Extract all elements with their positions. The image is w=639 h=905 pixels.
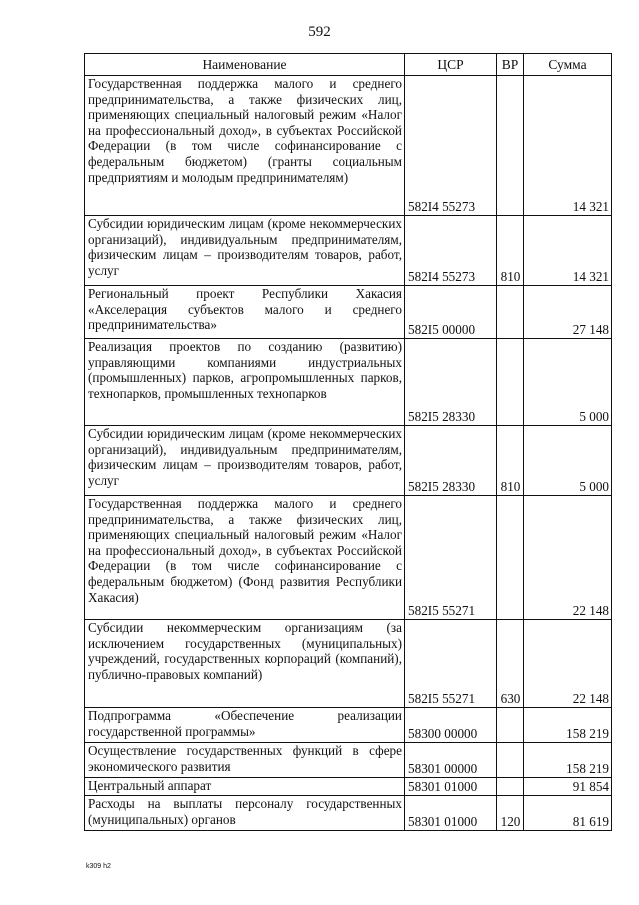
row-sum: 5 000 bbox=[524, 426, 612, 496]
table-row bbox=[85, 286, 612, 339]
row-sum: 91 854 bbox=[524, 778, 612, 796]
table-row bbox=[85, 426, 612, 496]
row-name: Субсидии юридическим лицам (кроме некоммерческих организаций), индивидуальным предпринимателям, физическим лицам – производителям товаров, работ, услуг bbox=[85, 426, 405, 496]
row-vr bbox=[497, 339, 524, 426]
row-name: Региональный проект Республики Хакасия «Акселерация субъектов малого и среднего предпринимательства» bbox=[85, 286, 405, 339]
row-name: Расходы на выплаты персоналу государственных (муниципальных) органов bbox=[85, 796, 405, 831]
table-row bbox=[85, 496, 612, 620]
table-row bbox=[85, 76, 612, 216]
row-sum: 22 148 bbox=[524, 620, 612, 708]
table-row bbox=[85, 339, 612, 426]
row-csr: 582I5 28330 bbox=[405, 426, 497, 496]
page-number: 592 bbox=[308, 24, 331, 40]
table-row bbox=[85, 796, 612, 831]
row-sum: 5 000 bbox=[524, 339, 612, 426]
row-name: Субсидии юридическим лицам (кроме некоммерческих организаций), индивидуальным предпринимателям, физическим лицам – производителям товаров, работ, услуг bbox=[85, 216, 405, 286]
row-vr bbox=[497, 708, 524, 743]
header-name: Наименование bbox=[85, 54, 405, 76]
table-header-row bbox=[85, 54, 612, 76]
row-name: Государственная поддержка малого и среднего предпринимательства, а также физических лиц, применяющих специальный налоговый режим «Налог на профессиональный доход», в субъектах Российской Федерации (в том числе софинансирование с федеральным бюджетом) (гранты социальным предприятиям и молодым предпринимателям) bbox=[85, 76, 405, 216]
row-sum: 81 619 bbox=[524, 796, 612, 831]
header-csr: ЦСР bbox=[405, 54, 497, 76]
table-row bbox=[85, 620, 612, 708]
row-csr: 58301 01000 bbox=[405, 796, 497, 831]
row-vr: 810 bbox=[497, 426, 524, 496]
row-csr: 582I5 55271 bbox=[405, 496, 497, 620]
row-csr: 582I4 55273 bbox=[405, 216, 497, 286]
row-sum: 158 219 bbox=[524, 708, 612, 743]
row-name: Субсидии некоммерческим организациям (за исключением государственных (муниципальных) учреждений, государственных корпораций (компаний), публично-правовых компаний) bbox=[85, 620, 405, 708]
row-csr: 582I5 55271 bbox=[405, 620, 497, 708]
row-csr: 582I5 28330 bbox=[405, 339, 497, 426]
row-vr bbox=[497, 76, 524, 216]
row-vr bbox=[497, 496, 524, 620]
row-vr: 120 bbox=[497, 796, 524, 831]
row-csr: 58301 00000 bbox=[405, 743, 497, 778]
row-csr: 58301 01000 bbox=[405, 778, 497, 796]
budget-table bbox=[84, 53, 612, 831]
row-vr bbox=[497, 743, 524, 778]
row-name: Подпрограмма «Обеспечение реализации государственной программы» bbox=[85, 708, 405, 743]
row-vr bbox=[497, 286, 524, 339]
row-name: Центральный аппарат bbox=[85, 778, 405, 796]
row-name: Государственная поддержка малого и среднего предпринимательства, а также физических лиц, применяющих специальный налоговый режим «Налог на профессиональный доход», в субъектах Российской Федерации (в том числе софинансирование с федеральным бюджетом) (Фонд развития Республики Хакасия) bbox=[85, 496, 405, 620]
row-sum: 158 219 bbox=[524, 743, 612, 778]
row-name: Осуществление государственных функций в сфере экономического развития bbox=[85, 743, 405, 778]
table-row bbox=[85, 216, 612, 286]
row-sum: 14 321 bbox=[524, 216, 612, 286]
table-row bbox=[85, 743, 612, 778]
row-vr: 810 bbox=[497, 216, 524, 286]
row-sum: 27 148 bbox=[524, 286, 612, 339]
row-csr: 582I4 55273 bbox=[405, 76, 497, 216]
row-csr: 582I5 00000 bbox=[405, 286, 497, 339]
row-vr: 630 bbox=[497, 620, 524, 708]
table-row bbox=[85, 778, 612, 796]
row-name: Реализация проектов по созданию (развитию) управляющими компаниями индустриальных (промышленных) парков, агропромышленных парков, технопарков, промышленных технопарков bbox=[85, 339, 405, 426]
header-vr: ВР bbox=[497, 54, 524, 76]
footer-code: k309 h2 bbox=[86, 863, 111, 870]
row-sum: 14 321 bbox=[524, 76, 612, 216]
row-sum: 22 148 bbox=[524, 496, 612, 620]
table-row bbox=[85, 708, 612, 743]
header-sum: Сумма bbox=[524, 54, 612, 76]
row-csr: 58300 00000 bbox=[405, 708, 497, 743]
row-vr bbox=[497, 778, 524, 796]
